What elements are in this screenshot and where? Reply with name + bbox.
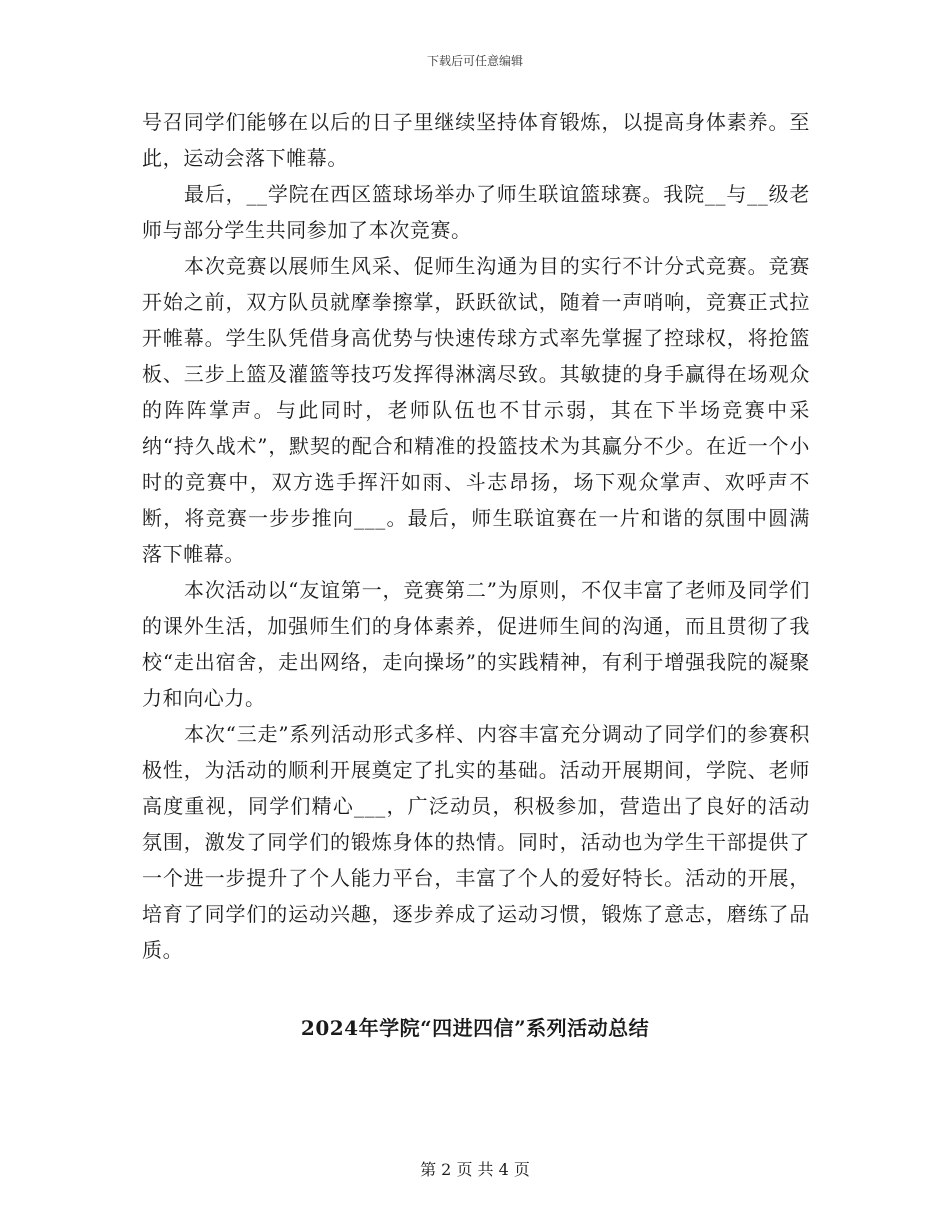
section-title: 2024年学院“四进四信”系列活动总结	[300, 1016, 650, 1040]
document-body	[142, 104, 810, 968]
paragraph-series-summary: 本次“三走”系列活动形式多样、内容丰富充分调动了同学们的参赛积极性，为活动的顺利开展奠定了扎实的基础。活动开展期间，学院、老师高度重视，同学们精心___，广泛动员，积极参加，营造出了良好的活动氛围，激发了同学们的锻炼身体的热情。同时，活动也为学生干部提供了一个进一步提升了个人能力平台，丰富了个人的爱好特长。活动的开展，培育了同学们的运动兴趣，逐步养成了运动习惯，锻炼了意志，磨练了品质。	[142, 722, 810, 962]
paragraph-match-description: 本次竞赛以展师生风采、促师生沟通为目的实行不计分式竞赛。竞赛开始之前，双方队员就摩拳擦掌，跃跃欲试，随着一声哨响，竞赛正式拉开帷幕。学生队凭借身高优势与快速传球方式率先掌握了控球权，将抢篮板、三步上篮及灌篮等技巧发挥得淋漓尽致。其敏捷的身手赢得在场观众的阵阵掌声。与此同时，老师队伍也不甘示弱，其在下半场竞赛中采纳“持久战术”，默契的配合和精准的投篮技术为其赢分不少。在近一个小时的竞赛中，双方选手挥汗如雨、斗志昂扬，场下观众掌声、欢呼声不断，将竞赛一步步推向___。最后，师生联谊赛在一片和谐的氛围中圆满落下帷幕。	[142, 254, 810, 566]
paragraph-basketball-intro: 最后，__学院在西区篮球场举办了师生联谊篮球赛。我院__与__级老师与部分学生共同参加了本次竞赛。	[142, 182, 810, 242]
header-note: 下载后可任意编辑	[426, 54, 523, 68]
paragraph-continuation: 号召同学们能够在以后的日子里继续坚持体育锻炼，以提高身体素养。至此，运动会落下帷幕。	[142, 110, 810, 170]
paragraph-activity-principle: 本次活动以“友谊第一，竞赛第二”为原则，不仅丰富了老师及同学们的课外生活，加强师生们的身体素养，促进师生间的沟通，而且贯彻了我校“走出宿舍，走出网络，走向操场”的实践精神，有利于增强我院的凝聚力和向心力。	[142, 578, 810, 710]
page-number: 第 2 页 共 4 页	[420, 1160, 530, 1179]
